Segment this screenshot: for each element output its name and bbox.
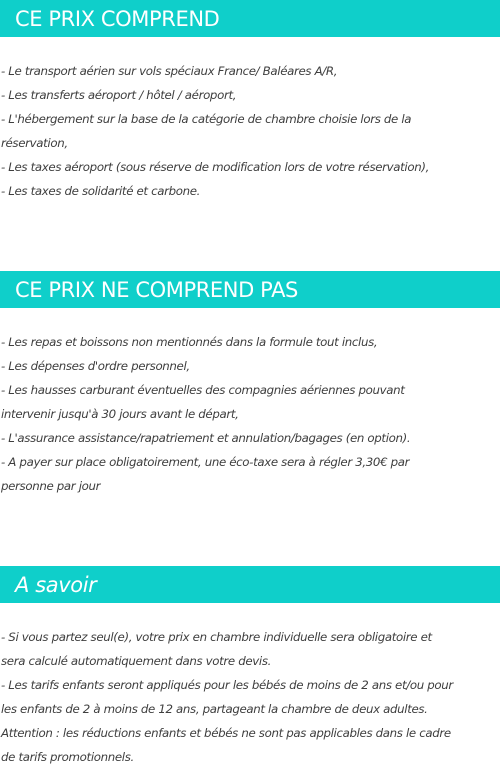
section-banner [0,271,500,308]
text-line: les enfants de 2 à moins de 12 ans, partageant la chambre de deux adultes. [1,702,428,716]
section-banner [0,566,500,603]
section-body [0,59,500,203]
text-line: Attention : les réductions enfants et bébés ne sont pas applicables dans le cadre [1,726,451,740]
text-line: - Les taxes aéroport (sous réserve de modification lors de votre réservation), [1,160,430,174]
text-line: - Les repas et boissons non mentionnés dans la formule tout inclus, [1,335,378,349]
section-title: A savoir [15,572,97,597]
section-good-to-know [0,566,500,769]
text-line: - Les hausses carburant éventuelles des compagnies aériennes pouvant [1,383,405,397]
text-line: - L'hébergement sur la base de la catégorie de chambre choisie lors de la [1,112,412,126]
section-excludes [0,271,500,498]
section-title: CE PRIX COMPREND [15,6,220,31]
text-line: de tarifs promotionnels. [1,750,134,764]
text-line: - L'assurance assistance/rapatriement et annulation/bagages (en option). [1,431,411,445]
text-line: sera calculé automatiquement dans votre devis. [1,654,272,668]
text-line: personne par jour [1,479,101,493]
section-body [0,330,500,498]
text-line: - Les transferts aéroport / hôtel / aéroport, [1,88,237,102]
text-line: - A payer sur place obligatoirement, une éco-taxe sera à régler 3,30€ par [1,455,410,469]
text-line: - Le transport aérien sur vols spéciaux France/ Baléares A/R, [1,64,338,78]
section-body [0,625,500,769]
section-includes [0,0,500,203]
text-line: - Les tarifs enfants seront appliqués pour les bébés de moins de 2 ans et/ou pour [1,678,453,692]
text-line: - Si vous partez seul(e), votre prix en chambre individuelle sera obligatoire et [1,630,432,644]
text-line: - Les dépenses d'ordre personnel, [1,359,190,373]
text-line: - Les taxes de solidarité et carbone. [1,184,201,198]
text-line: réservation, [1,136,68,150]
section-title: CE PRIX NE COMPREND PAS [15,277,298,302]
text-line: intervenir jusqu'à 30 jours avant le départ, [1,407,239,421]
section-banner [0,0,500,37]
